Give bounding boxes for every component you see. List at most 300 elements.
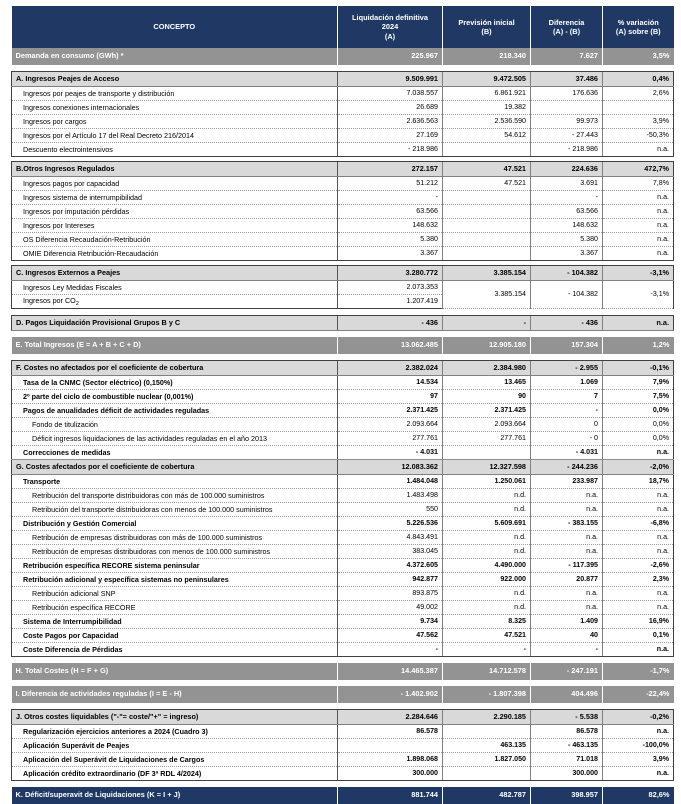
table-row [12, 247, 674, 261]
row-label: K. Déficit/superavit de Liquidaciones (K = I + J) [12, 787, 338, 804]
table-row [12, 48, 674, 65]
table-row [12, 162, 674, 177]
cell-variacion: -50,3% [603, 129, 674, 143]
row-label: J. Otros costes liquidables ("-"= coste/"+" = ingreso) [12, 710, 338, 725]
cell-diferencia: - [531, 643, 603, 657]
row-label: E. Total Ingresos (E = A + B + C + D) [12, 337, 338, 354]
table-row [12, 489, 674, 503]
cell-variacion: -2,0% [603, 460, 674, 475]
cell-diferencia: - 2.955 [531, 361, 603, 376]
table-row [12, 87, 674, 101]
cell-prevision: 277.761 [443, 432, 531, 446]
table-row [12, 177, 674, 191]
row-label: Retribución de empresas distribuidoras con más de 100.000 suministros [12, 531, 338, 545]
cell-liquidacion: 49.002 [338, 601, 443, 615]
cell-diferencia: n.a. [531, 545, 603, 559]
cell-prevision: 14.712.578 [443, 663, 531, 680]
row-label: Ingresos por cargos [12, 115, 338, 129]
cell-liquidacion: 272.157 [338, 162, 443, 177]
cell-liquidacion: 1.898.068 [338, 753, 443, 767]
cell-liquidacion: 5.380 [338, 233, 443, 247]
cell-prevision: n.d. [443, 545, 531, 559]
table-row [12, 143, 674, 157]
row-label: Ingresos por Intereses [12, 219, 338, 233]
table-row [12, 418, 674, 432]
cell-variacion: 0,4% [603, 72, 674, 87]
table-row [12, 573, 674, 587]
cell-diferencia: 5.380 [531, 233, 603, 247]
table-header [12, 6, 674, 48]
table-row [12, 587, 674, 601]
cell-liquidacion: 300.000 [338, 767, 443, 781]
row-label: H. Total Costes (H = F + G) [12, 663, 338, 680]
cell-liquidacion: 12.083.362 [338, 460, 443, 475]
cell-prevision: - [443, 316, 531, 331]
cell-liquidacion: 97 [338, 390, 443, 404]
row-label: Tasa de la CNMC (Sector eléctrico) (0,150%) [12, 376, 338, 390]
column-header-liquidacion-definitiva [338, 6, 443, 48]
row-label: D. Pagos Liquidación Provisional Grupos B y C [12, 316, 338, 331]
cell-liquidacion: 27.169 [338, 129, 443, 143]
cell-prevision: 1.250.061 [443, 475, 531, 489]
cell-variacion: 18,7% [603, 475, 674, 489]
cell-diferencia: 300.000 [531, 767, 603, 781]
cell-diferencia: - 244.236 [531, 460, 603, 475]
cell-diferencia: 176.636 [531, 87, 603, 101]
cell-diferencia: - 5.538 [531, 710, 603, 725]
row-label: I. Diferencia de actividades reguladas (I = E - H) [12, 686, 338, 703]
cell-liquidacion: 3.280.772 [338, 266, 443, 281]
cell-prevision: 9.472.505 [443, 72, 531, 87]
cell-prevision: 4.490.000 [443, 559, 531, 573]
table-row [12, 517, 674, 531]
table-row [12, 601, 674, 615]
cell-prevision: 8.325 [443, 615, 531, 629]
cell-liquidacion: 63.566 [338, 205, 443, 219]
cell-variacion: n.a. [603, 446, 674, 460]
cell-prevision: 6.861.921 [443, 87, 531, 101]
row-label: Pagos de anualidades déficit de actividades reguladas [12, 404, 338, 418]
cell-diferencia: 7 [531, 390, 603, 404]
cell-liquidacion: 9.734 [338, 615, 443, 629]
table-row [12, 559, 674, 573]
cell-liquidacion: 2.371.425 [338, 404, 443, 418]
cell-liquidacion: 2.073.353 [338, 281, 443, 295]
cell-prevision [443, 725, 531, 739]
cell-liquidacion: - [338, 191, 443, 205]
row-label: Ingresos conexiones internacionales [12, 101, 338, 115]
cell-prevision: n.d. [443, 531, 531, 545]
cell-liquidacion: 2.284.646 [338, 710, 443, 725]
cell-prevision: 47.521 [443, 162, 531, 177]
cell-prevision: 2.290.185 [443, 710, 531, 725]
table-row [12, 629, 674, 643]
cell-variacion: n.a. [603, 233, 674, 247]
cell-prevision: n.d. [443, 489, 531, 503]
row-label: A. Ingresos Peajes de Acceso [12, 72, 338, 87]
row-label: 2º parte del ciclo de combustible nuclear (0,001%) [12, 390, 338, 404]
cell-variacion: n.a. [603, 316, 674, 331]
cell-diferencia: n.a. [531, 587, 603, 601]
cell-variacion: n.a. [603, 545, 674, 559]
table-row [12, 739, 674, 753]
header-line-2: (A) sobre (B) [615, 27, 661, 36]
cell-diferencia: 398.957 [531, 787, 603, 804]
cell-liquidacion: 2.636.563 [338, 115, 443, 129]
cell-diferencia: - 247.191 [531, 663, 603, 680]
liquidation-table-sheet [0, 6, 681, 800]
header-line-3: (A) [384, 31, 396, 41]
table-row [12, 643, 674, 657]
table-row [12, 233, 674, 247]
row-label: Retribución adicional y específica sistemas no peninsulares [12, 573, 338, 587]
header-line-1: Liquidación definitiva [352, 13, 428, 23]
cell-diferencia: 71.018 [531, 753, 603, 767]
table-row [12, 101, 674, 115]
row-label: Coste Pagos por Capacidad [12, 629, 338, 643]
cell-variacion: n.a. [603, 587, 674, 601]
cell-variacion: -100,0% [603, 739, 674, 753]
cell-liquidacion: 277.761 [338, 432, 443, 446]
row-label: C. Ingresos Externos a Peajes [12, 266, 338, 281]
table-row [12, 72, 674, 87]
cell-diferencia: - 27.443 [531, 129, 603, 143]
cell-diferencia: 1.409 [531, 615, 603, 629]
header-line-1: Previsión inicial [458, 17, 515, 27]
cell-variacion: 0,1% [603, 629, 674, 643]
cell-diferencia: 3.367 [531, 247, 603, 261]
table-row [12, 376, 674, 390]
cell-liquidacion: 9.509.991 [338, 72, 443, 87]
liquidation-summary-table [11, 6, 674, 804]
cell-diferencia: 37.486 [531, 72, 603, 87]
cell-liquidacion: 5.226.536 [338, 517, 443, 531]
cell-prevision: 47.521 [443, 629, 531, 643]
table-row [12, 753, 674, 767]
table-row [12, 725, 674, 739]
row-label: Retribución específica RECORE sistema peninsular [12, 559, 338, 573]
table-row [12, 531, 674, 545]
row-label: Aplicación crédito extraordinario (DF 3ª RDL 4/2024) [12, 767, 338, 781]
row-label: Ingresos por imputación pérdidas [12, 205, 338, 219]
cell-variacion: n.a. [603, 767, 674, 781]
row-label: Retribución adicional SNP [12, 587, 338, 601]
cell-diferencia: - 4.031 [531, 446, 603, 460]
cell-liquidacion: 148.632 [338, 219, 443, 233]
cell-variacion: n.a. [603, 219, 674, 233]
row-label: Ingresos pagos por capacidad [12, 177, 338, 191]
cell-prevision: 3.385.154 [443, 281, 531, 309]
cell-diferencia: n.a. [531, 503, 603, 517]
cell-variacion: -3,1% [603, 281, 674, 309]
cell-liquidacion: 86.578 [338, 725, 443, 739]
cell-prevision: 12.327.598 [443, 460, 531, 475]
cell-diferencia: n.a. [531, 601, 603, 615]
cell-variacion: -0,1% [603, 361, 674, 376]
cell-liquidacion: 942.877 [338, 573, 443, 587]
table-row [12, 686, 674, 703]
cell-diferencia: 40 [531, 629, 603, 643]
column-header-diferencia [531, 6, 603, 48]
cell-diferencia: - 104.382 [531, 266, 603, 281]
cell-variacion: 3,9% [603, 753, 674, 767]
cell-prevision: 5.609.691 [443, 517, 531, 531]
table-row [12, 767, 674, 781]
row-label: Transporte [12, 475, 338, 489]
cell-variacion: 0,0% [603, 418, 674, 432]
cell-prevision [443, 205, 531, 219]
cell-diferencia: - 117.395 [531, 559, 603, 573]
cell-prevision: n.d. [443, 587, 531, 601]
row-label: Coste Diferencia de Pérdidas [12, 643, 338, 657]
cell-diferencia: - 218.986 [531, 143, 603, 157]
row-label: Retribución específica RECORE [12, 601, 338, 615]
cell-variacion: -3,1% [603, 266, 674, 281]
cell-liquidacion: - 218.986 [338, 143, 443, 157]
cell-liquidacion: 1.483.498 [338, 489, 443, 503]
cell-variacion: -22,4% [603, 686, 674, 703]
cell-variacion: 7,5% [603, 390, 674, 404]
table-row [12, 787, 674, 804]
cell-prevision: 482.787 [443, 787, 531, 804]
cell-prevision: 922.000 [443, 573, 531, 587]
row-label: Ingresos sistema de interrumpibilidad [12, 191, 338, 205]
table-row [12, 460, 674, 475]
table-row [12, 316, 674, 331]
cell-diferencia: - [531, 404, 603, 418]
cell-prevision [443, 446, 531, 460]
row-label: Aplicación Superávit de Peajes [12, 739, 338, 753]
row-label: Ingresos Ley Medidas Fiscales [12, 281, 338, 295]
table-row [12, 115, 674, 129]
table-row [12, 266, 674, 281]
cell-variacion: 7,8% [603, 177, 674, 191]
cell-liquidacion: 3.367 [338, 247, 443, 261]
row-label: B.Otros Ingresos Regulados [12, 162, 338, 177]
table-row [12, 615, 674, 629]
cell-liquidacion: - 4.031 [338, 446, 443, 460]
cell-prevision [443, 143, 531, 157]
cell-prevision [443, 767, 531, 781]
cell-diferencia: 404.496 [531, 686, 603, 703]
row-label: Descuento electrointensivos [12, 143, 338, 157]
table-row [12, 446, 674, 460]
cell-variacion: n.a. [603, 191, 674, 205]
cell-variacion: n.a. [603, 725, 674, 739]
cell-liquidacion: 47.562 [338, 629, 443, 643]
cell-variacion: n.a. [603, 531, 674, 545]
cell-variacion: n.a. [603, 643, 674, 657]
header-text-concepto: CONCEPTO [153, 22, 196, 32]
cell-variacion: n.a. [603, 601, 674, 615]
cell-variacion: -2,6% [603, 559, 674, 573]
cell-liquidacion: 13.062.485 [338, 337, 443, 354]
cell-diferencia: 63.566 [531, 205, 603, 219]
cell-prevision: 47.521 [443, 177, 531, 191]
header-line-2: (B) [481, 27, 492, 36]
cell-diferencia: 7.627 [531, 48, 603, 65]
table-row [12, 663, 674, 680]
cell-prevision: n.d. [443, 601, 531, 615]
row-label: Retribución del transporte distribuidoras con menos de 100.000 suministros [12, 503, 338, 517]
column-header-variacion [603, 6, 674, 48]
table-row [12, 545, 674, 559]
table-row [12, 191, 674, 205]
row-label: Fondo de titulización [12, 418, 338, 432]
row-label: Ingresos por peajes de transporte y distribución [12, 87, 338, 101]
table-row [12, 129, 674, 143]
cell-liquidacion: 2.382.024 [338, 361, 443, 376]
header-line-2: (A) - (B) [552, 27, 581, 36]
cell-variacion: n.a. [603, 247, 674, 261]
cell-variacion: 0,0% [603, 432, 674, 446]
cell-prevision: 2.536.590 [443, 115, 531, 129]
cell-diferencia: - 104.382 [531, 281, 603, 309]
cell-prevision: 463.135 [443, 739, 531, 753]
cell-prevision: 1.827.050 [443, 753, 531, 767]
cell-diferencia: 20.877 [531, 573, 603, 587]
header-line-1: Diferencia [548, 17, 585, 27]
cell-liquidacion: - 436 [338, 316, 443, 331]
cell-variacion: 16,9% [603, 615, 674, 629]
cell-liquidacion: 51.212 [338, 177, 443, 191]
row-label: Ingresos por $CO_2$ [12, 295, 338, 309]
cell-liquidacion: 225.967 [338, 48, 443, 65]
cell-variacion: n.a. [603, 489, 674, 503]
cell-diferencia: - 436 [531, 316, 603, 331]
row-label: Correcciones de medidas [12, 446, 338, 460]
row-label: OMIE Diferencia Retribución-Recaudación [12, 247, 338, 261]
cell-prevision: 218.340 [443, 48, 531, 65]
cell-liquidacion: 550 [338, 503, 443, 517]
table-row [12, 503, 674, 517]
table-row [12, 432, 674, 446]
column-header-concepto [12, 6, 338, 48]
cell-liquidacion: 881.744 [338, 787, 443, 804]
cell-liquidacion: 14.534 [338, 376, 443, 390]
cell-variacion: 3,9% [603, 115, 674, 129]
cell-prevision: n.d. [443, 503, 531, 517]
cell-diferencia: n.a. [531, 531, 603, 545]
cell-diferencia: 148.632 [531, 219, 603, 233]
cell-variacion: 7,9% [603, 376, 674, 390]
cell-prevision [443, 219, 531, 233]
cell-prevision: - 1.807.398 [443, 686, 531, 703]
cell-variacion: 472,7% [603, 162, 674, 177]
table-row [12, 710, 674, 725]
cell-diferencia: 233.987 [531, 475, 603, 489]
row-label: G. Costes afectados por el coeficiente de cobertura [12, 460, 338, 475]
cell-variacion: n.a. [603, 205, 674, 219]
cell-prevision: 19.382 [443, 101, 531, 115]
cell-diferencia: - 383.155 [531, 517, 603, 531]
row-label: Sistema de Interrumpibilidad [12, 615, 338, 629]
cell-prevision: - [443, 643, 531, 657]
cell-variacion: 2,3% [603, 573, 674, 587]
row-label: OS Diferencia Recaudación-Retribución [12, 233, 338, 247]
cell-diferencia [531, 101, 603, 115]
row-label: F. Costes no afectados por el coeficiente de cobertura [12, 361, 338, 376]
table-row [12, 281, 674, 295]
cell-prevision: 2.093.664 [443, 418, 531, 432]
cell-diferencia: 157.304 [531, 337, 603, 354]
cell-variacion: 1,2% [603, 337, 674, 354]
cell-liquidacion: 4.843.491 [338, 531, 443, 545]
table-row [12, 390, 674, 404]
cell-variacion: 3,5% [603, 48, 674, 65]
row-label: Retribución del transporte distribuidoras con más de 100.000 suministros [12, 489, 338, 503]
row-label: Déficit ingresos liquidaciones de las actividades reguladas en el año 2013 [12, 432, 338, 446]
cell-liquidacion: - 1.402.902 [338, 686, 443, 703]
column-header-prevision-inicial [443, 6, 531, 48]
row-label: Regularización ejercicios anteriores a 2024 (Cuadro 3) [12, 725, 338, 739]
cell-prevision: 3.385.154 [443, 266, 531, 281]
cell-diferencia: - 463.135 [531, 739, 603, 753]
cell-prevision: 13.465 [443, 376, 531, 390]
cell-variacion: -6,8% [603, 517, 674, 531]
cell-diferencia: 86.578 [531, 725, 603, 739]
cell-prevision: 2.371.425 [443, 404, 531, 418]
cell-prevision [443, 191, 531, 205]
cell-diferencia: - 0 [531, 432, 603, 446]
cell-liquidacion [338, 739, 443, 753]
cell-variacion [603, 101, 674, 115]
cell-liquidacion: 383.045 [338, 545, 443, 559]
table-row [12, 219, 674, 233]
cell-liquidacion: 893.875 [338, 587, 443, 601]
cell-liquidacion: 2.093.664 [338, 418, 443, 432]
table-body [12, 48, 674, 804]
table-row [12, 337, 674, 354]
cell-prevision [443, 247, 531, 261]
cell-prevision: 2.384.980 [443, 361, 531, 376]
row-label: Aplicación del Superávit de Liquidaciones de Cargos [12, 753, 338, 767]
table-row [12, 361, 674, 376]
cell-prevision: 12.905.180 [443, 337, 531, 354]
cell-diferencia: 99.973 [531, 115, 603, 129]
cell-liquidacion: 26.689 [338, 101, 443, 115]
row-label: Retribución de empresas distribuidoras con menos de 100.000 suministros [12, 545, 338, 559]
row-label: Demanda en consumo (GWh) * [12, 48, 338, 65]
cell-prevision: 90 [443, 390, 531, 404]
cell-liquidacion: 1.484.048 [338, 475, 443, 489]
section-spacer [12, 309, 674, 316]
cell-variacion: n.a. [603, 503, 674, 517]
cell-variacion: 0,0% [603, 404, 674, 418]
cell-diferencia: 0 [531, 418, 603, 432]
cell-liquidacion: 1.207.419 [338, 295, 443, 309]
cell-diferencia: 3.691 [531, 177, 603, 191]
table-row [12, 205, 674, 219]
cell-variacion: -1,7% [603, 663, 674, 680]
cell-liquidacion: 14.465.387 [338, 663, 443, 680]
cell-variacion: -0,2% [603, 710, 674, 725]
row-label: Distribución y Gestión Comercial [12, 517, 338, 531]
cell-diferencia: - [531, 191, 603, 205]
row-label: Ingresos por el Artículo 17 del Real Decreto 216/2014 [12, 129, 338, 143]
table-row [12, 475, 674, 489]
cell-diferencia: n.a. [531, 489, 603, 503]
cell-diferencia: 224.636 [531, 162, 603, 177]
cell-prevision [443, 233, 531, 247]
cell-variacion: 82,6% [603, 787, 674, 804]
cell-liquidacion: - [338, 643, 443, 657]
header-line-2: 2024 [381, 22, 399, 32]
cell-liquidacion: 7.038.557 [338, 87, 443, 101]
cell-prevision: 54.612 [443, 129, 531, 143]
cell-variacion: 2,6% [603, 87, 674, 101]
cell-liquidacion: 4.372.605 [338, 559, 443, 573]
